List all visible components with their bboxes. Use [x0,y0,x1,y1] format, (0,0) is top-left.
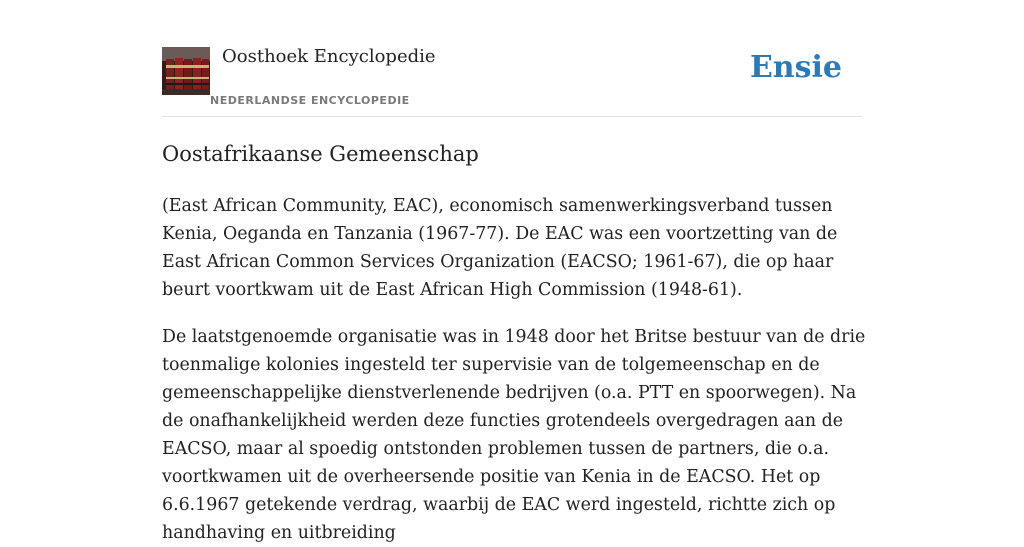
encyclopedia-books-icon[interactable] [162,47,210,95]
article-paragraph: De laatstgenoemde organisatie was in 1948 door het Britse bestuur van de drie toenmalige kolonies ingesteld ter supervisie van de tolgemeenschap en de gemeenschappelijke dienstverlenende bedrijven (o.a. PTT en spoorwegen). Na de onafhankelijkheid werden deze functies grotendeels overgedragen aan de EACSO, maar al spoedig ontstonden problemen tussen de partners, die o.a. voortkwamen uit de overheersende positie van Kenia in de EACSO. Het op 6.6.1967 getekende verdrag, waarbij de EAC werd ingesteld, richtte zich op handhaving en uitbreiding [162,327,866,543]
article-title: Oostafrikaanse Gemeenschap [162,142,479,166]
site-header [162,40,862,117]
site-subtitle: NEDERLANDSE ENCYCLOPEDIE [210,94,410,107]
books-illustration [162,47,210,95]
ensie-logo-link[interactable]: Ensie [749,50,842,85]
site-title[interactable]: Oosthoek Encyclopedie [222,46,436,67]
article [162,138,867,547]
article-paragraph: (East African Community, EAC), economisch samenwerkingsverband tussen Kenia, Oeganda en Tanzania (1967-77). De EAC was een voortzetting van de East African Common Services Organization (EACSO; 1961-67), die op haar beurt voortkwam uit de East African High Commission (1948-61). [162,196,838,300]
